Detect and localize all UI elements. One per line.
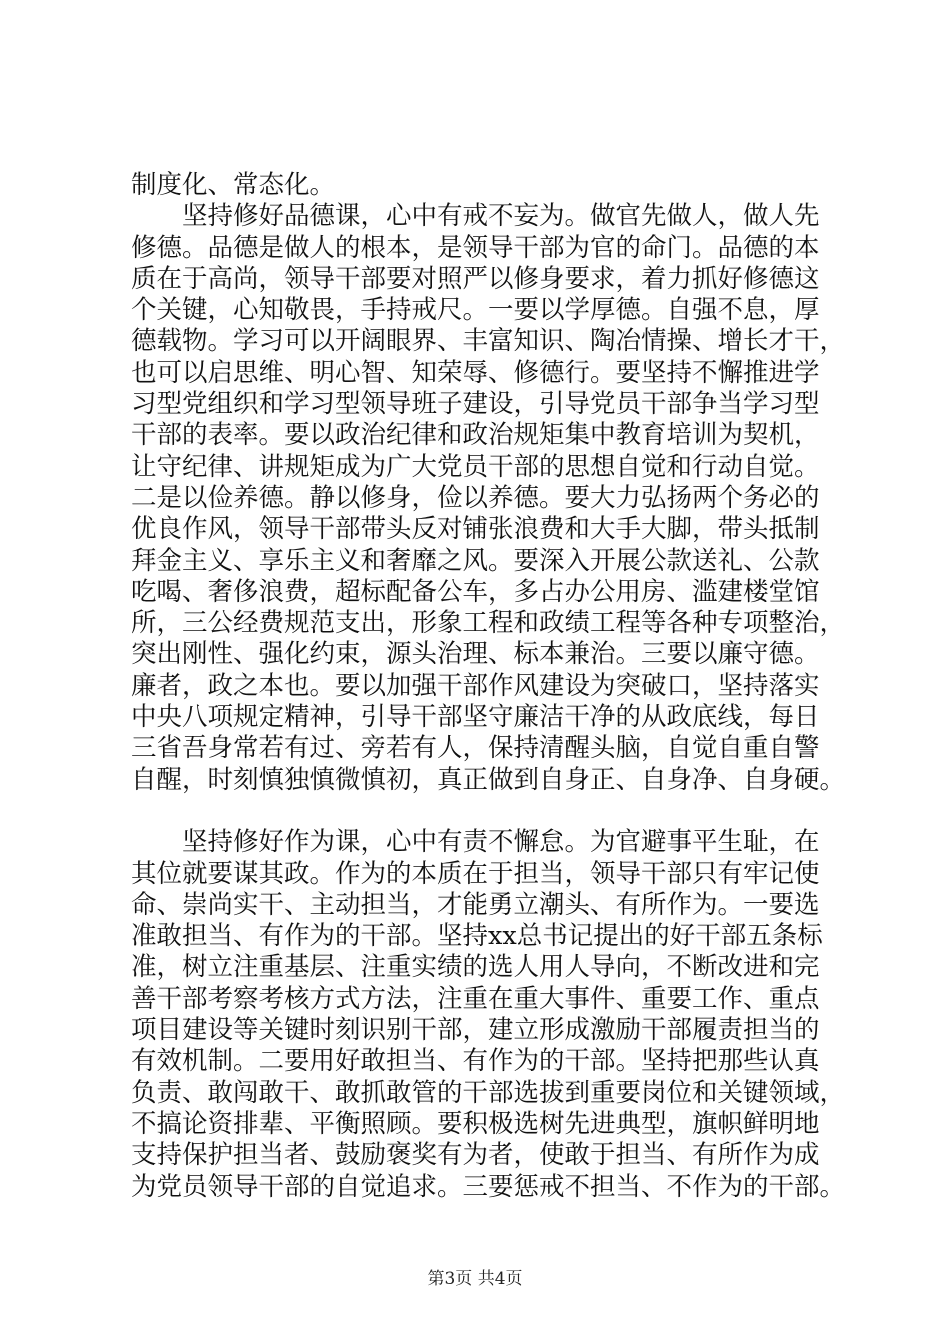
text-line: 优良作风，领导干部带头反对铺张浪费和大手大脚，带头抵制	[131, 514, 820, 545]
text-line: 准敢担当、有作为的干部。坚持xx总书记提出的好干部五条标	[131, 921, 823, 952]
text-line: 为党员领导干部的自觉追求。三要惩戒不担当、不作为的干部。	[131, 1171, 846, 1202]
text-line: 坚持修好作为课，心中有责不懈怠。为官避事平生耻，在	[131, 827, 820, 858]
text-line: 准，树立注重基层、注重实绩的选人用人导向，不断改进和完	[131, 952, 820, 983]
text-line: 自醒，时刻慎独慎微慎初，真正做到自身正、自身净、自身硬。	[131, 764, 846, 795]
text-line: 有效机制。二要用好敢担当、有作为的干部。坚持把那些认真	[131, 1046, 820, 1077]
text-line: 习型党组织和学习型领导班子建设，引导党员干部争当学习型	[131, 389, 820, 420]
page-footer: 第3页 共4页	[427, 1269, 523, 1289]
text-line: 命、崇尚实干、主动担当，才能勇立潮头、有所作为。一要选	[131, 889, 820, 920]
text-line: 三省吾身常若有过、旁若有人，保持清醒头脑，自觉自重自警	[131, 733, 820, 764]
text-line: 质在于高尚，领导干部要对照严以修身要求，着力抓好修德这	[131, 263, 820, 294]
text-line: 干部的表率。要以政治纪律和政治规矩集中教育培训为契机，	[131, 420, 820, 451]
text-line: 修德。品德是做人的根本，是领导干部为官的命门。品德的本	[131, 232, 820, 263]
text-line: 二是以俭养德。静以修身，俭以养德。要大力弘扬两个务必的	[131, 482, 820, 513]
text-line: 突出刚性、强化约束，源头治理、标本兼治。三要以廉守德。	[131, 639, 820, 670]
paragraph-gap	[131, 796, 851, 827]
text-line: 坚持修好品德课，心中有戒不妄为。做官先做人，做人先	[131, 201, 820, 232]
text-line: 拜金主义、享乐主义和奢靡之风。要深入开展公款送礼、公款	[131, 545, 820, 576]
text-line: 其位就要谋其政。作为的本质在于担当，领导干部只有牢记使	[131, 858, 820, 889]
text-line: 制度化、常态化。	[131, 170, 336, 200]
text-line: 中央八项规定精神，引导干部坚守廉洁干净的从政底线，每日	[131, 702, 820, 733]
text-line: 不搞论资排辈、平衡照顾。要积极选树先进典型，旗帜鲜明地	[131, 1108, 820, 1139]
text-line: 支持保护担当者、鼓励褒奖有为者，使敢于担当、有所作为成	[131, 1140, 820, 1171]
text-line: 个关键，心知敬畏，手持戒尺。一要以学厚德。自强不息，厚	[131, 295, 820, 326]
text-line: 所，三公经费规范支出，形象工程和政绩工程等各种专项整治，	[131, 608, 846, 639]
text-line: 也可以启思维、明心智、知荣辱、修德行。要坚持不懈推进学	[131, 357, 820, 388]
text-line: 德载物。学习可以开阔眼界、丰富知识、陶冶情操、增长才干，	[131, 326, 846, 357]
text-line: 善干部考察考核方式方法，注重在重大事件、重要工作、重点	[131, 983, 820, 1014]
text-line: 廉者，政之本也。要以加强干部作风建设为突破口，坚持落实	[131, 670, 820, 701]
text-line: 项目建设等关键时刻识别干部，建立形成激励干部履责担当的	[131, 1015, 820, 1046]
body-text	[131, 170, 851, 1203]
text-line: 吃喝、奢侈浪费，超标配备公车，多占办公用房、滥建楼堂馆	[131, 576, 820, 607]
text-line: 负责、敢闯敢干、敢抓敢管的干部选拔到重要岗位和关键领域，	[131, 1077, 846, 1108]
text-line: 让守纪律、讲规矩成为广大党员干部的思想自觉和行动自觉。	[131, 451, 820, 482]
